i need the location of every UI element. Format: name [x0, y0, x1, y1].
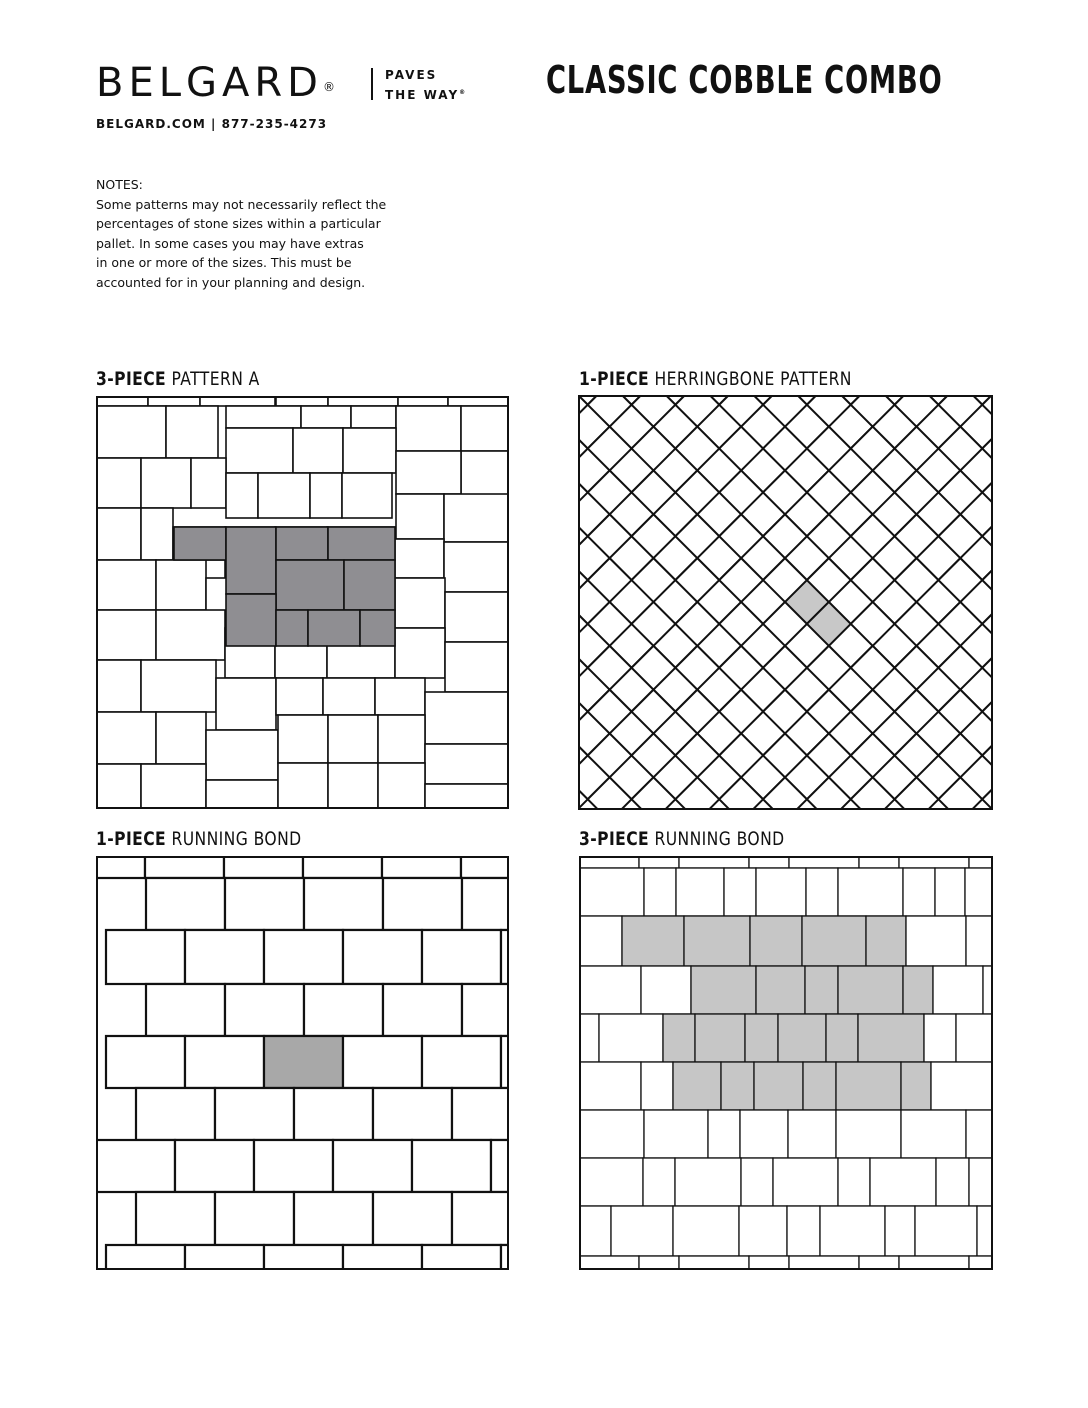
- paver-stone: [462, 984, 509, 1036]
- contact-separator: |: [211, 117, 217, 131]
- paver-stone-highlighted: [308, 610, 360, 646]
- paver-stone: [422, 930, 501, 984]
- paver-stone: [579, 868, 644, 916]
- paver-stone: [641, 966, 691, 1014]
- caption-rest: PATTERN A: [171, 368, 260, 390]
- website-link[interactable]: BELGARD.COM: [96, 117, 206, 131]
- paver-stone: [461, 856, 509, 878]
- registered-mark: ®: [322, 80, 335, 94]
- paver-stone: [304, 878, 383, 930]
- paver-stone: [96, 406, 166, 458]
- paver-stone: [673, 1206, 739, 1256]
- paver-stone: [444, 542, 509, 592]
- notes-line: Some patterns may not necessarily reflect the: [96, 196, 387, 212]
- paver-stone: [933, 966, 983, 1014]
- paver-stone: [276, 678, 323, 715]
- paver-stone: [915, 1206, 977, 1256]
- paver-stone: [838, 1158, 870, 1206]
- paver-stone: [936, 1158, 969, 1206]
- paver-stone-highlighted: [903, 966, 933, 1014]
- paver-stone-highlighted: [663, 1014, 695, 1062]
- brand-tagline: [385, 67, 465, 104]
- paver-stone: [156, 560, 206, 610]
- paver-stone: [96, 1140, 175, 1192]
- paver-stone: [579, 966, 641, 1014]
- caption-bold: 1-PIECE: [96, 828, 167, 850]
- paver-stone: [966, 1110, 993, 1158]
- paver-stone: [278, 715, 328, 763]
- paver-stone: [191, 458, 226, 508]
- paver-stone: [351, 406, 396, 428]
- paver-stone: [382, 856, 461, 878]
- paver-stone: [461, 406, 509, 451]
- paver-stone: [444, 494, 509, 542]
- notes-block: [96, 175, 426, 292]
- paver-stone-highlighted: [276, 527, 328, 560]
- paver-stone: [323, 678, 375, 715]
- paver-stone: [294, 1088, 373, 1140]
- notes-heading: NOTES:: [96, 177, 143, 192]
- paver-stone: [452, 1088, 509, 1140]
- paver-stone-highlighted: [802, 916, 866, 966]
- paver-stone: [224, 856, 303, 878]
- paver-stone: [96, 458, 141, 508]
- paver-stone: [452, 1192, 509, 1245]
- paver-stone: [156, 610, 225, 660]
- notes-line: accounted for in your planning and design.: [96, 274, 366, 290]
- paver-stone: [215, 1088, 294, 1140]
- paver-stone: [676, 868, 724, 916]
- pattern-a-diagram: [96, 396, 509, 809]
- herringbone-grid: [578, 395, 993, 810]
- paver-stone: [773, 1158, 838, 1206]
- paver-stone: [724, 868, 756, 916]
- paver-stone: [422, 1245, 501, 1270]
- paver-stone: [906, 916, 966, 966]
- paver-stone: [899, 1256, 969, 1270]
- paver-stone-highlighted: [276, 610, 308, 646]
- paver-stone: [294, 1192, 373, 1245]
- paver-stone: [966, 916, 993, 966]
- paver-stone-highlighted: [866, 916, 906, 966]
- paver-stone: [935, 868, 965, 916]
- paver-stone: [977, 1206, 993, 1256]
- paver-stone: [156, 712, 206, 764]
- paver-stone: [136, 1088, 215, 1140]
- notes-line: pallet. In some cases you may have extras: [96, 235, 364, 251]
- paver-stone-highlighted: [691, 966, 756, 1014]
- paver-stone: [264, 930, 343, 984]
- caption-pattern-a: [96, 368, 260, 390]
- paver-stone: [206, 780, 278, 809]
- paver-stone: [641, 1062, 673, 1110]
- paver-stone-highlighted: [226, 527, 276, 594]
- paver-stone-highlighted: [805, 966, 838, 1014]
- caption-herringbone: [579, 368, 852, 390]
- paver-stone: [395, 628, 445, 678]
- paver-stone: [146, 984, 225, 1036]
- caption-rest: HERRINGBONE PATTERN: [654, 368, 852, 390]
- paver-stone-highlighted: [226, 594, 276, 646]
- paver-stone: [639, 1256, 679, 1270]
- paver-stone: [740, 1110, 788, 1158]
- paver-stone: [644, 1110, 708, 1158]
- paver-stone: [739, 1206, 787, 1256]
- paver-stone: [708, 1110, 740, 1158]
- paver-stone-highlighted: [328, 527, 395, 560]
- paver-stone: [859, 1256, 899, 1270]
- paver-stone: [756, 868, 806, 916]
- paver-stone-highlighted: [721, 1062, 754, 1110]
- paver-stone: [146, 878, 225, 930]
- paver-stone: [396, 494, 444, 539]
- paver-stone: [885, 1206, 915, 1256]
- paver-stone-highlighted: [754, 1062, 803, 1110]
- paver-stone-highlighted: [901, 1062, 931, 1110]
- paver-stone: [373, 1192, 452, 1245]
- paver-stone-highlighted: [836, 1062, 901, 1110]
- paver-stone: [425, 784, 509, 809]
- paver-stone: [96, 764, 141, 809]
- paver-stone: [141, 458, 191, 508]
- paver-stone: [579, 916, 622, 966]
- paver-stone: [136, 1192, 215, 1245]
- paver-stone: [106, 930, 185, 984]
- paver-stone: [838, 868, 903, 916]
- paver-stone-highlighted: [276, 560, 344, 610]
- paver-stone: [343, 930, 422, 984]
- paver-stone: [328, 763, 378, 809]
- paver-stone-highlighted: [778, 1014, 826, 1062]
- running-bond-3-diagram: [579, 856, 993, 1270]
- paver-stone: [870, 1158, 936, 1206]
- paver-stone: [903, 868, 935, 916]
- paver-stone: [96, 508, 141, 560]
- paver-stone: [166, 406, 218, 458]
- paver-stone: [96, 610, 156, 660]
- paver-stone: [216, 678, 276, 730]
- paver-stone: [225, 984, 304, 1036]
- paver-stone: [226, 406, 301, 428]
- paver-stone: [931, 1062, 993, 1110]
- paver-stone-highlighted: [803, 1062, 836, 1110]
- paver-stone: [749, 1256, 789, 1270]
- paver-stone: [383, 878, 462, 930]
- paver-stone: [491, 1140, 509, 1192]
- paver-stone: [175, 1140, 254, 1192]
- paver-stone: [969, 1256, 993, 1270]
- paver-stone-highlighted: [684, 916, 750, 966]
- running-bond-1-diagram: [96, 856, 509, 1270]
- paver-stone: [445, 642, 509, 692]
- paver-stone: [343, 1245, 422, 1270]
- paver-stone: [425, 744, 509, 784]
- paver-stone: [145, 856, 224, 878]
- paver-stone: [836, 1110, 901, 1158]
- paver-stone: [378, 763, 425, 809]
- paver-stone: [375, 678, 425, 715]
- paver-stone: [445, 592, 509, 642]
- paver-stone: [425, 692, 509, 744]
- paver-stone: [141, 660, 216, 712]
- paver-stone: [969, 1158, 993, 1206]
- paver-stone: [333, 1140, 412, 1192]
- tagline-line-1: PAVES: [385, 68, 438, 82]
- paver-stone: [185, 1245, 264, 1270]
- paver-stone: [956, 1014, 993, 1062]
- paver-stone: [96, 560, 156, 610]
- paver-stone: [643, 1158, 675, 1206]
- paver-stone: [383, 984, 462, 1036]
- paver-stone: [96, 856, 145, 878]
- belgard-logo: [96, 60, 335, 106]
- paver-stone: [611, 1206, 673, 1256]
- caption-bold: 3-PIECE: [579, 828, 650, 850]
- paver-stone: [328, 715, 378, 763]
- paver-stone: [278, 763, 328, 809]
- paver-stone: [378, 715, 425, 763]
- paver-stone: [788, 1110, 836, 1158]
- notes-line: percentages of stone sizes within a particular: [96, 216, 381, 231]
- paver-stone-highlighted: [622, 916, 684, 966]
- paver-stone: [225, 878, 304, 930]
- paver-stone-highlighted: [264, 1036, 343, 1088]
- paver-stone: [304, 984, 383, 1036]
- paver-stone: [579, 1062, 641, 1110]
- paver-stone: [185, 1036, 264, 1088]
- paver-stone: [820, 1206, 885, 1256]
- paver-stone-highlighted: [344, 560, 395, 610]
- paver-stone-highlighted: [673, 1062, 721, 1110]
- paver-stone: [579, 1158, 643, 1206]
- caption-rest: RUNNING BOND: [171, 828, 302, 850]
- paver-stone: [226, 473, 258, 518]
- paver-stone: [343, 1036, 422, 1088]
- paver-stone: [303, 856, 382, 878]
- paver-stone: [462, 878, 509, 930]
- paver-stone: [579, 1256, 639, 1270]
- paver-stone: [965, 868, 993, 916]
- paver-stone: [185, 930, 264, 984]
- paver-stone-highlighted: [858, 1014, 924, 1062]
- paver-stone: [806, 868, 838, 916]
- paver-stone: [96, 660, 141, 712]
- caption-bold: 3-PIECE: [96, 368, 167, 390]
- paver-stone: [396, 451, 461, 494]
- paver-stone: [293, 428, 343, 473]
- herringbone-diagram: [578, 395, 993, 810]
- paver-stone-highlighted: [174, 527, 226, 560]
- paver-stone: [579, 1110, 644, 1158]
- paver-stone-highlighted: [360, 610, 395, 646]
- brand-name: BELGARD: [96, 60, 323, 106]
- caption-running-1: [96, 828, 302, 850]
- paver-stone: [412, 1140, 491, 1192]
- paver-stone: [789, 1256, 859, 1270]
- paver-stone: [106, 1245, 185, 1270]
- paver-stone: [141, 764, 206, 809]
- paver-stone: [579, 1206, 611, 1256]
- paver-stone: [301, 406, 351, 428]
- paver-stone: [395, 539, 444, 578]
- paver-stone: [258, 473, 310, 518]
- paver-stone: [264, 1245, 343, 1270]
- paver-stone-highlighted: [756, 966, 805, 1014]
- phone-number: 877-235-4273: [221, 117, 328, 131]
- paver-stone: [343, 428, 396, 473]
- logo-divider: [371, 68, 373, 100]
- caption-bold: 1-PIECE: [579, 368, 650, 390]
- paver-stone: [901, 1110, 966, 1158]
- paver-stone: [787, 1206, 820, 1256]
- paver-stone: [395, 578, 445, 628]
- paver-stone: [679, 1256, 749, 1270]
- paver-stone-highlighted: [695, 1014, 745, 1062]
- paver-stone: [924, 1014, 956, 1062]
- paver-stone: [141, 508, 173, 560]
- paver-stone: [310, 473, 342, 518]
- paver-stone: [675, 1158, 741, 1206]
- paver-stone-highlighted: [838, 966, 903, 1014]
- paver-stone: [254, 1140, 333, 1192]
- page-title: CLASSIC COBBLE COMBO: [546, 58, 943, 102]
- paver-stone: [396, 406, 461, 451]
- paver-stone: [215, 1192, 294, 1245]
- paver-stone: [373, 1088, 452, 1140]
- paver-stone: [342, 473, 392, 518]
- paver-stone: [226, 428, 293, 473]
- caption-running-3: [579, 828, 785, 850]
- caption-rest: RUNNING BOND: [654, 828, 785, 850]
- paver-stone: [599, 1014, 663, 1062]
- paver-stone: [422, 1036, 501, 1088]
- paver-stone-highlighted: [750, 916, 802, 966]
- tagline-line-2: THE WAY: [385, 88, 460, 102]
- paver-stone: [106, 1036, 185, 1088]
- paver-stone-highlighted: [826, 1014, 858, 1062]
- paver-stone: [579, 1014, 599, 1062]
- paver-stone: [741, 1158, 773, 1206]
- contact-line: [96, 117, 327, 131]
- notes-line: in one or more of the sizes. This must be: [96, 255, 352, 270]
- paver-stone: [461, 451, 509, 496]
- paver-stone: [206, 730, 278, 780]
- paver-stone: [644, 868, 676, 916]
- paver-stone-highlighted: [745, 1014, 778, 1062]
- tagline-mark: ®: [459, 89, 466, 96]
- paver-stone: [96, 712, 156, 764]
